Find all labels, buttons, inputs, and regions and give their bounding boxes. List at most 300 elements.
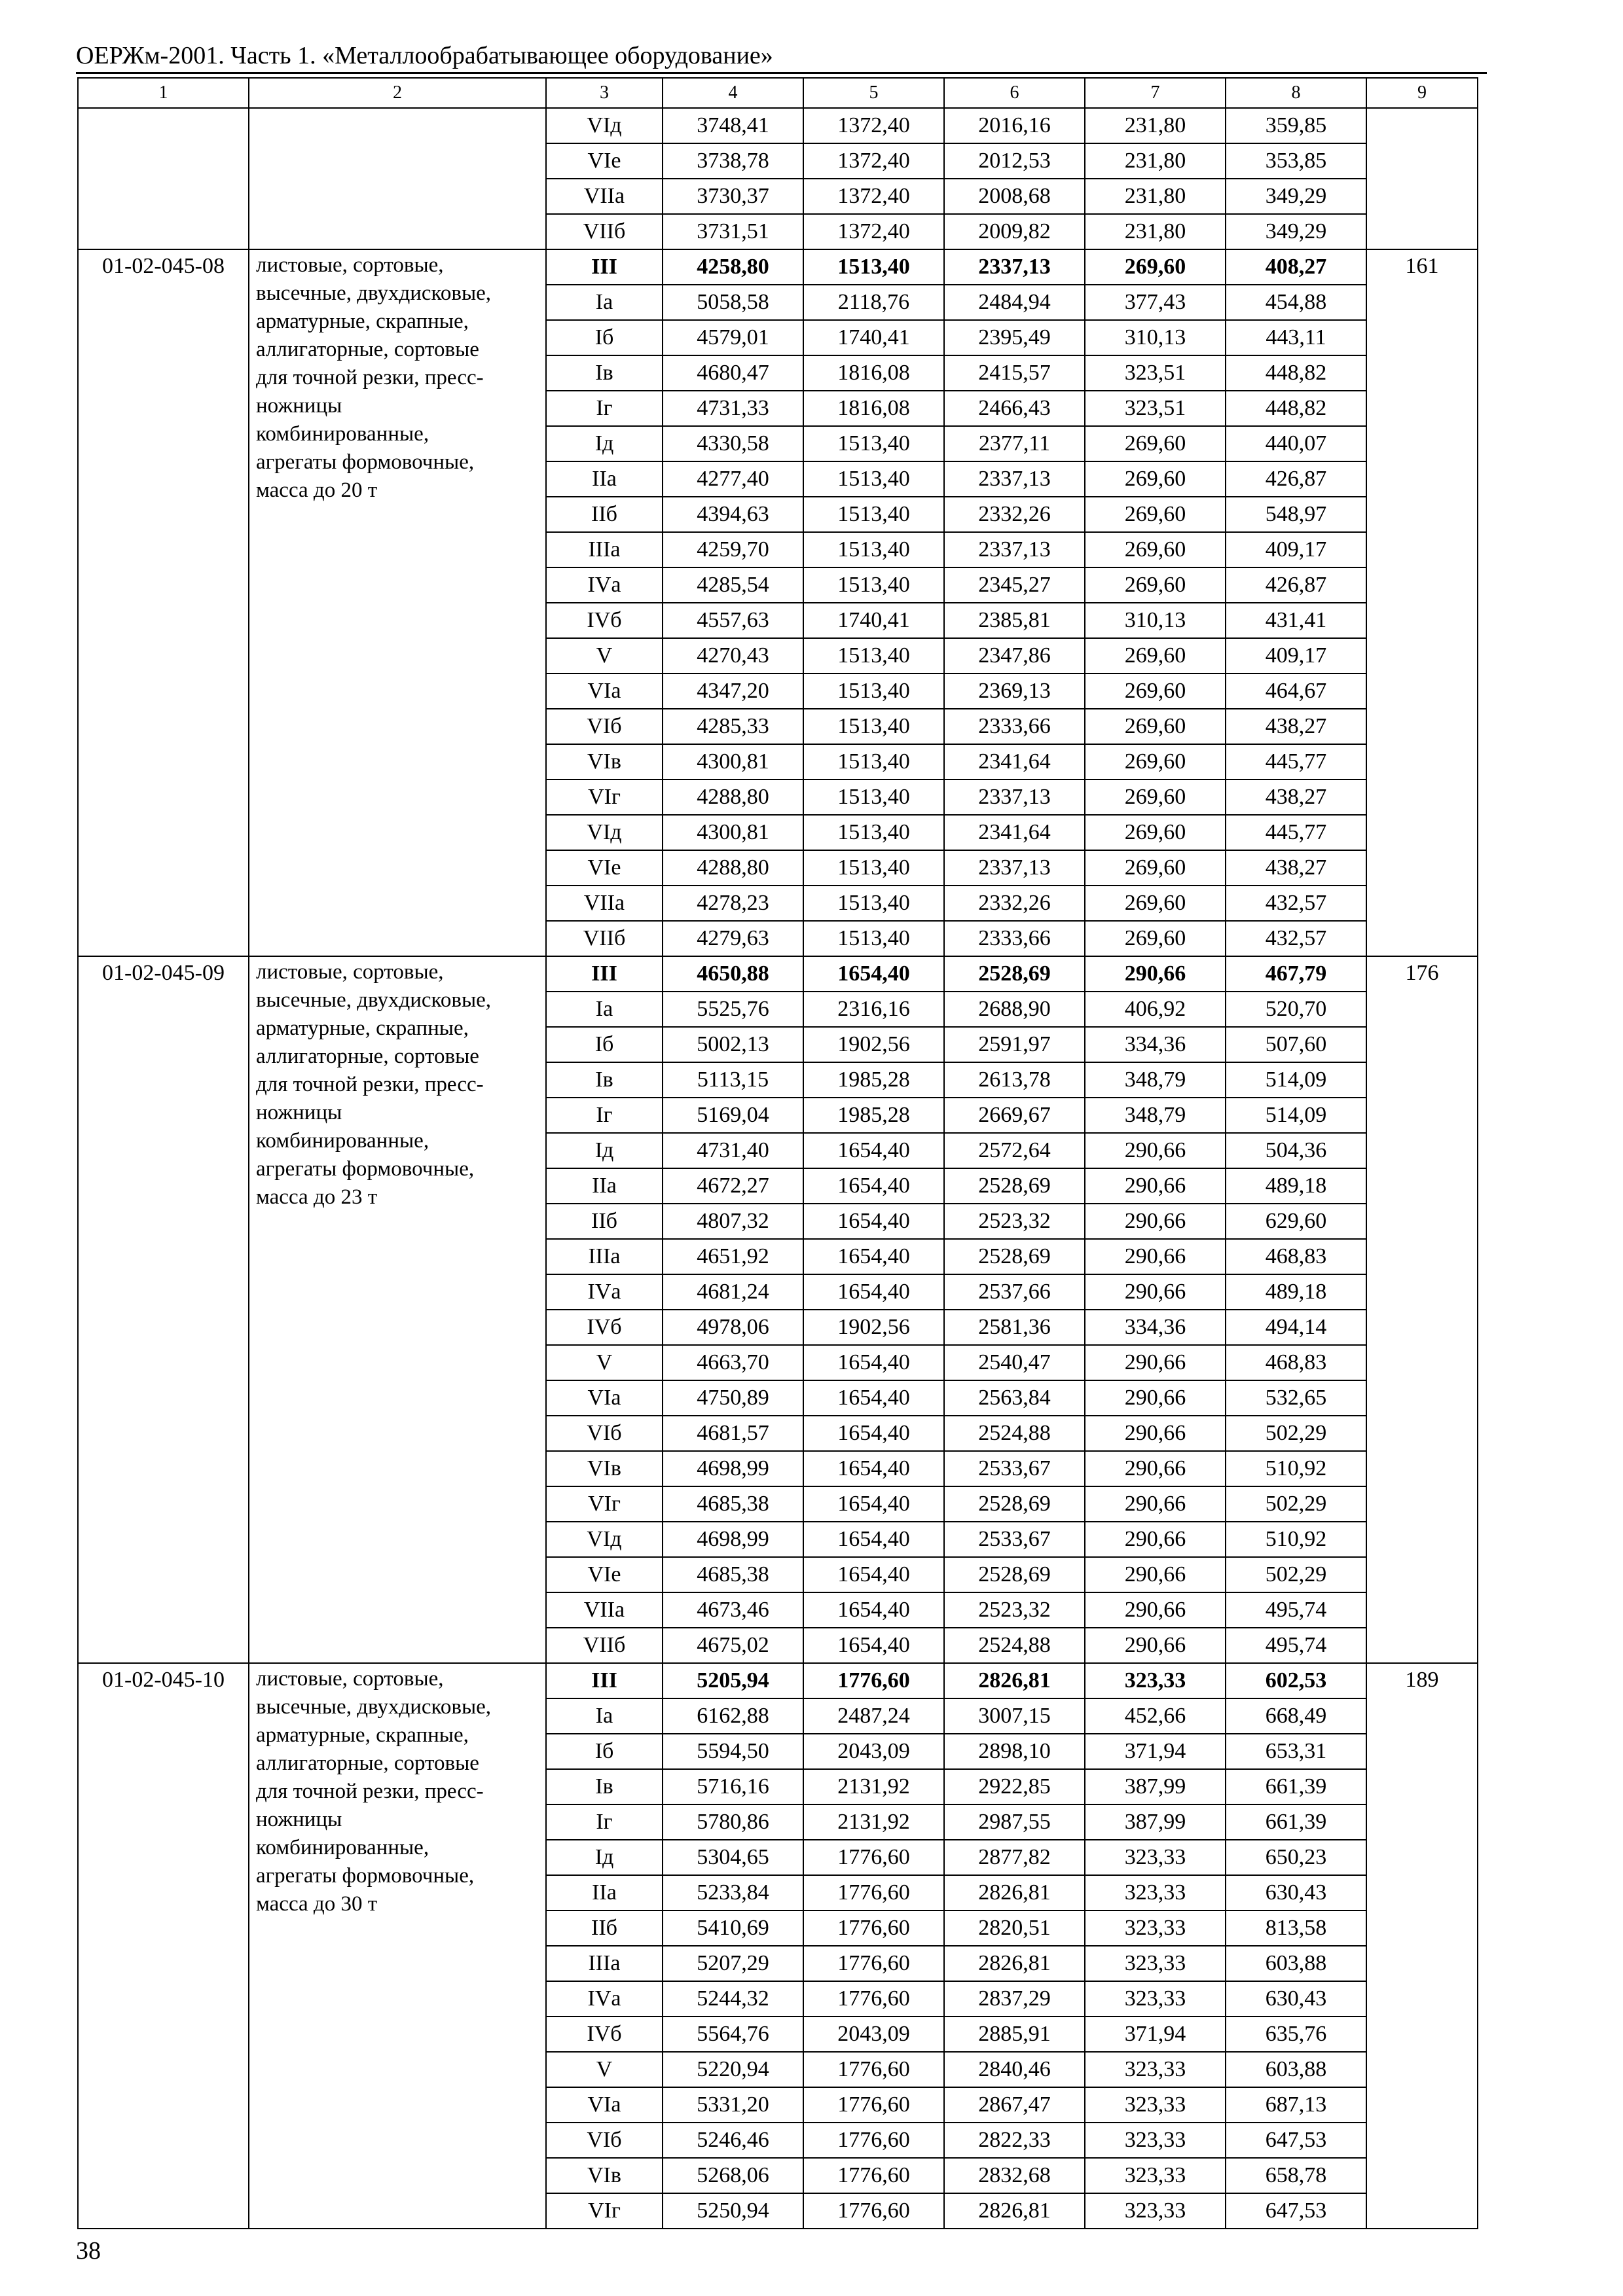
value-cell: 445,77 [1226,815,1366,850]
value-cell: 2885,91 [944,2017,1085,2052]
value-cell: 5304,65 [663,1840,803,1875]
value-cell: 387,99 [1085,1804,1226,1840]
value-cell: 653,31 [1226,1734,1366,1769]
value-cell: 1513,40 [803,886,944,921]
value-cell: 1513,40 [803,532,944,567]
variant-cell: VIб [546,2123,663,2158]
column-number: 7 [1085,78,1226,108]
value-cell: 2523,32 [944,1204,1085,1239]
value-cell: 1654,40 [803,1486,944,1522]
variant-cell: Iд [546,1133,663,1168]
value-cell: 2533,67 [944,1451,1085,1486]
variant-cell: IVб [546,2017,663,2052]
value-cell: 2563,84 [944,1380,1085,1416]
variant-cell: VIа [546,673,663,709]
value-cell: 4978,06 [663,1310,803,1345]
value-cell: 4675,02 [663,1628,803,1663]
value-cell: 2487,24 [803,1698,944,1734]
variant-cell: Iг [546,391,663,426]
value-cell: 2820,51 [944,1910,1085,1946]
value-cell: 5331,20 [663,2087,803,2123]
column-number: 2 [249,78,546,108]
variant-cell: VIIб [546,1628,663,1663]
value-cell: 1776,60 [803,1840,944,1875]
code-cell: 01-02-045-10 [78,1663,249,2229]
value-cell: 5268,06 [663,2158,803,2193]
value-cell: 1513,40 [803,249,944,285]
value-cell: 269,60 [1085,780,1226,815]
variant-cell: VIг [546,2193,663,2229]
value-cell: 1372,40 [803,143,944,179]
value-cell: 2337,13 [944,780,1085,815]
variant-cell: IVб [546,1310,663,1345]
value-cell: 1902,56 [803,1027,944,1062]
value-cell: 5169,04 [663,1098,803,1133]
variant-cell: V [546,638,663,673]
value-cell: 2341,64 [944,815,1085,850]
value-cell: 432,57 [1226,886,1366,921]
value-cell: 2922,85 [944,1769,1085,1804]
variant-cell: VIд [546,815,663,850]
variant-cell: VIа [546,1380,663,1416]
value-cell: 432,57 [1226,921,1366,956]
variant-cell: IIIа [546,532,663,567]
variant-cell: Iа [546,992,663,1027]
value-cell: 231,80 [1085,108,1226,143]
column-number: 1 [78,78,249,108]
value-cell: 2867,47 [944,2087,1085,2123]
value-cell: 514,09 [1226,1098,1366,1133]
value-cell: 1513,40 [803,815,944,850]
value-cell: 5246,46 [663,2123,803,2158]
value-cell: 1513,40 [803,709,944,744]
value-cell: 2484,94 [944,285,1085,320]
value-cell: 2528,69 [944,1557,1085,1592]
value-cell: 489,18 [1226,1168,1366,1204]
value-cell: 5233,84 [663,1875,803,1910]
value-cell: 371,94 [1085,2017,1226,2052]
value-cell: 290,66 [1085,1628,1226,1663]
value-cell: 290,66 [1085,1451,1226,1486]
value-cell: 323,33 [1085,1840,1226,1875]
value-cell: 2332,26 [944,497,1085,532]
value-cell: 4685,38 [663,1557,803,1592]
value-cell: 630,43 [1226,1875,1366,1910]
value-cell: 4279,63 [663,921,803,956]
variant-cell: VIг [546,1486,663,1522]
value-cell: 3007,15 [944,1698,1085,1734]
value-cell: 4330,58 [663,426,803,461]
value-cell: 2524,88 [944,1628,1085,1663]
variant-cell: VIе [546,1557,663,1592]
value-cell: 1513,40 [803,850,944,886]
value-cell: 4731,40 [663,1133,803,1168]
value-cell: 1985,28 [803,1098,944,1133]
value-cell: 2009,82 [944,214,1085,249]
variant-cell: VIIа [546,886,663,921]
variant-cell: Iб [546,1734,663,1769]
value-cell: 495,74 [1226,1628,1366,1663]
value-cell: 4672,27 [663,1168,803,1204]
col9-cell [1366,108,1478,249]
variant-cell: VIIб [546,921,663,956]
value-cell: 507,60 [1226,1027,1366,1062]
value-cell: 269,60 [1085,532,1226,567]
value-cell: 2528,69 [944,1239,1085,1274]
value-cell: 2337,13 [944,249,1085,285]
value-cell: 494,14 [1226,1310,1366,1345]
value-cell: 467,79 [1226,956,1366,992]
variant-cell: VIе [546,143,663,179]
value-cell: 2533,67 [944,1522,1085,1557]
value-cell: 231,80 [1085,214,1226,249]
code-cell: 01-02-045-08 [78,249,249,956]
value-cell: 269,60 [1085,850,1226,886]
description-cell: листовые, сортовые, высечные, двухдисковые, арматурные, скрапные, аллигаторные, сортовые для точной резки, пресс- ножницы комбинированные, агрегаты формовочные, масса до 30 т [249,1663,546,2229]
value-cell: 349,29 [1226,179,1366,214]
variant-cell: Iг [546,1098,663,1133]
value-cell: 1654,40 [803,1133,944,1168]
value-cell: 269,60 [1085,744,1226,780]
variant-cell: III [546,956,663,992]
variant-cell: IIб [546,1910,663,1946]
value-cell: 290,66 [1085,1416,1226,1451]
variant-cell: Iд [546,426,663,461]
variant-cell: IVа [546,1274,663,1310]
value-cell: 2043,09 [803,1734,944,1769]
value-cell: 502,29 [1226,1486,1366,1522]
value-cell: 323,51 [1085,355,1226,391]
value-cell: 2528,69 [944,1168,1085,1204]
value-cell: 371,94 [1085,1734,1226,1769]
value-cell: 426,87 [1226,567,1366,603]
value-cell: 2333,66 [944,921,1085,956]
variant-cell: III [546,249,663,285]
value-cell: 448,82 [1226,391,1366,426]
value-cell: 661,39 [1226,1769,1366,1804]
value-cell: 4685,38 [663,1486,803,1522]
value-cell: 323,33 [1085,2052,1226,2087]
value-cell: 687,13 [1226,2087,1366,2123]
value-cell: 445,77 [1226,744,1366,780]
value-cell: 2377,11 [944,426,1085,461]
value-cell: 2572,64 [944,1133,1085,1168]
value-cell: 1513,40 [803,744,944,780]
value-cell: 502,29 [1226,1416,1366,1451]
value-cell: 290,66 [1085,1133,1226,1168]
value-cell: 1654,40 [803,1416,944,1451]
value-cell: 5594,50 [663,1734,803,1769]
value-cell: 1654,40 [803,1451,944,1486]
value-cell: 2347,86 [944,638,1085,673]
value-cell: 510,92 [1226,1451,1366,1486]
value-cell: 4731,33 [663,391,803,426]
value-cell: 2345,27 [944,567,1085,603]
value-cell: 468,83 [1226,1345,1366,1380]
column-number: 5 [803,78,944,108]
table-body [78,108,1478,2229]
value-cell: 489,18 [1226,1274,1366,1310]
value-cell: 1513,40 [803,497,944,532]
value-cell: 1776,60 [803,1981,944,2017]
value-cell: 269,60 [1085,638,1226,673]
value-cell: 5002,13 [663,1027,803,1062]
value-cell: 658,78 [1226,2158,1366,2193]
value-cell: 2832,68 [944,2158,1085,2193]
value-cell: 1740,41 [803,603,944,638]
rates-table [77,77,1478,2229]
value-cell: 290,66 [1085,1557,1226,1592]
description-cell [249,108,546,249]
value-cell: 290,66 [1085,956,1226,992]
column-number: 3 [546,78,663,108]
value-cell: 1372,40 [803,214,944,249]
value-cell: 4285,54 [663,567,803,603]
value-cell: 502,29 [1226,1557,1366,1592]
value-cell: 2131,92 [803,1769,944,1804]
value-cell: 2822,33 [944,2123,1085,2158]
value-cell: 1776,60 [803,1663,944,1698]
value-cell: 4288,80 [663,850,803,886]
variant-cell: III [546,1663,663,1698]
value-cell: 2337,13 [944,461,1085,497]
value-cell: 548,97 [1226,497,1366,532]
value-cell: 334,36 [1085,1027,1226,1062]
value-cell: 290,66 [1085,1239,1226,1274]
value-cell: 438,27 [1226,780,1366,815]
value-cell: 454,88 [1226,285,1366,320]
code-cell: 01-02-045-09 [78,956,249,1663]
value-cell: 520,70 [1226,992,1366,1027]
value-cell: 1513,40 [803,461,944,497]
value-cell: 408,27 [1226,249,1366,285]
value-cell: 1372,40 [803,108,944,143]
value-cell: 1513,40 [803,673,944,709]
value-cell: 504,36 [1226,1133,1366,1168]
value-cell: 2528,69 [944,956,1085,992]
variant-cell: Iа [546,1698,663,1734]
value-cell: 4285,33 [663,709,803,744]
value-cell: 647,53 [1226,2123,1366,2158]
value-cell: 5716,16 [663,1769,803,1804]
table-row-base [78,249,1478,285]
value-cell: 359,85 [1226,108,1366,143]
value-cell: 4394,63 [663,497,803,532]
variant-cell: Iг [546,1804,663,1840]
variant-cell: VIа [546,2087,663,2123]
value-cell: 2016,16 [944,108,1085,143]
value-cell: 1776,60 [803,2193,944,2229]
value-cell: 2826,81 [944,2193,1085,2229]
description-cell: листовые, сортовые, высечные, двухдисковые, арматурные, скрапные, аллигаторные, сортовые для точной резки, пресс- ножницы комбинированные, агрегаты формовочные, масса до 20 т [249,249,546,956]
value-cell: 668,49 [1226,1698,1366,1734]
variant-cell: IIа [546,1875,663,1910]
value-cell: 323,33 [1085,2158,1226,2193]
value-cell: 269,60 [1085,426,1226,461]
value-cell: 269,60 [1085,815,1226,850]
column-number-row [78,78,1478,108]
value-cell: 409,17 [1226,638,1366,673]
value-cell: 353,85 [1226,143,1366,179]
value-cell: 813,58 [1226,1910,1366,1946]
value-cell: 1740,41 [803,320,944,355]
value-cell: 495,74 [1226,1592,1366,1628]
value-cell: 4681,57 [663,1416,803,1451]
value-cell: 269,60 [1085,921,1226,956]
value-cell: 4650,88 [663,956,803,992]
value-cell: 2613,78 [944,1062,1085,1098]
value-cell: 2877,82 [944,1840,1085,1875]
value-cell: 4300,81 [663,744,803,780]
value-cell: 4579,01 [663,320,803,355]
value-cell: 2008,68 [944,179,1085,214]
value-cell: 1776,60 [803,2123,944,2158]
value-cell: 2524,88 [944,1416,1085,1451]
value-cell: 1513,40 [803,426,944,461]
table-row-base [78,956,1478,992]
value-cell: 290,66 [1085,1592,1226,1628]
value-cell: 2898,10 [944,1734,1085,1769]
value-cell: 438,27 [1226,850,1366,886]
value-cell: 1776,60 [803,2052,944,2087]
value-cell: 1654,40 [803,1592,944,1628]
value-cell: 2012,53 [944,143,1085,179]
value-cell: 603,88 [1226,2052,1366,2087]
value-cell: 1654,40 [803,1345,944,1380]
value-cell: 1654,40 [803,956,944,992]
value-cell: 2337,13 [944,532,1085,567]
value-cell: 4698,99 [663,1522,803,1557]
value-cell: 2131,92 [803,1804,944,1840]
variant-cell: IIб [546,497,663,532]
value-cell: 290,66 [1085,1486,1226,1522]
variant-cell: VIв [546,1451,663,1486]
variant-cell: IIа [546,1168,663,1204]
value-cell: 3738,78 [663,143,803,179]
value-cell: 387,99 [1085,1769,1226,1804]
value-cell: 2341,64 [944,744,1085,780]
column-number: 8 [1226,78,1366,108]
value-cell: 426,87 [1226,461,1366,497]
value-cell: 269,60 [1085,886,1226,921]
value-cell: 2826,81 [944,1946,1085,1981]
value-cell: 2333,66 [944,709,1085,744]
variant-cell: Iд [546,1840,663,1875]
value-cell: 2337,13 [944,850,1085,886]
value-cell: 5220,94 [663,2052,803,2087]
variant-cell: IIа [546,461,663,497]
variant-cell: VIг [546,780,663,815]
value-cell: 5205,94 [663,1663,803,1698]
value-cell: 269,60 [1085,567,1226,603]
value-cell: 290,66 [1085,1380,1226,1416]
value-cell: 1654,40 [803,1274,944,1310]
value-cell: 452,66 [1085,1698,1226,1734]
value-cell: 4807,32 [663,1204,803,1239]
value-cell: 269,60 [1085,673,1226,709]
value-cell: 4277,40 [663,461,803,497]
value-cell: 650,23 [1226,1840,1366,1875]
variant-cell: Iв [546,355,663,391]
value-cell: 2591,97 [944,1027,1085,1062]
value-cell: 1776,60 [803,2158,944,2193]
value-cell: 323,33 [1085,1910,1226,1946]
variant-cell: VIIб [546,214,663,249]
description-cell: листовые, сортовые, высечные, двухдисковые, арматурные, скрапные, аллигаторные, сортовые для точной резки, пресс- ножницы комбинированные, агрегаты формовочные, масса до 23 т [249,956,546,1663]
value-cell: 2540,47 [944,1345,1085,1380]
value-cell: 4259,70 [663,532,803,567]
value-cell: 630,43 [1226,1981,1366,2017]
variant-cell: IVа [546,567,663,603]
value-cell: 5113,15 [663,1062,803,1098]
variant-cell: VIд [546,1522,663,1557]
value-cell: 661,39 [1226,1804,1366,1840]
value-cell: 290,66 [1085,1274,1226,1310]
value-cell: 1513,40 [803,921,944,956]
value-cell: 231,80 [1085,179,1226,214]
value-cell: 5058,58 [663,285,803,320]
value-cell: 6162,88 [663,1698,803,1734]
value-cell: 431,41 [1226,603,1366,638]
value-cell: 323,33 [1085,2123,1226,2158]
variant-cell: VIд [546,108,663,143]
value-cell: 2043,09 [803,2017,944,2052]
value-cell: 2316,16 [803,992,944,1027]
value-cell: 2840,46 [944,2052,1085,2087]
variant-cell: VIIа [546,179,663,214]
variant-cell: IIIа [546,1239,663,1274]
value-cell: 269,60 [1085,497,1226,532]
value-cell: 2466,43 [944,391,1085,426]
column-number: 6 [944,78,1085,108]
variant-cell: IVб [546,603,663,638]
table-row [78,108,1478,143]
column-number: 4 [663,78,803,108]
value-cell: 4300,81 [663,815,803,850]
code-cell [78,108,249,249]
value-cell: 4698,99 [663,1451,803,1486]
variant-cell: V [546,1345,663,1380]
value-cell: 406,92 [1085,992,1226,1027]
value-cell: 1816,08 [803,355,944,391]
value-cell: 323,33 [1085,1981,1226,2017]
value-cell: 4750,89 [663,1380,803,1416]
value-cell: 1776,60 [803,1946,944,1981]
value-cell: 602,53 [1226,1663,1366,1698]
table-row-base [78,1663,1478,1698]
value-cell: 2118,76 [803,285,944,320]
column-number: 9 [1366,78,1478,108]
variant-cell: Iа [546,285,663,320]
value-cell: 290,66 [1085,1168,1226,1204]
value-cell: 2669,67 [944,1098,1085,1133]
value-cell: 2415,57 [944,355,1085,391]
value-cell: 323,33 [1085,1663,1226,1698]
value-cell: 1513,40 [803,780,944,815]
value-cell: 5244,32 [663,1981,803,2017]
value-cell: 4681,24 [663,1274,803,1310]
value-cell: 4288,80 [663,780,803,815]
value-cell: 334,36 [1085,1310,1226,1345]
value-cell: 2369,13 [944,673,1085,709]
value-cell: 5564,76 [663,2017,803,2052]
variant-cell: V [546,2052,663,2087]
value-cell: 2528,69 [944,1486,1085,1522]
value-cell: 514,09 [1226,1062,1366,1098]
variant-cell: Iб [546,1027,663,1062]
value-cell: 5780,86 [663,1804,803,1840]
value-cell: 3730,37 [663,179,803,214]
